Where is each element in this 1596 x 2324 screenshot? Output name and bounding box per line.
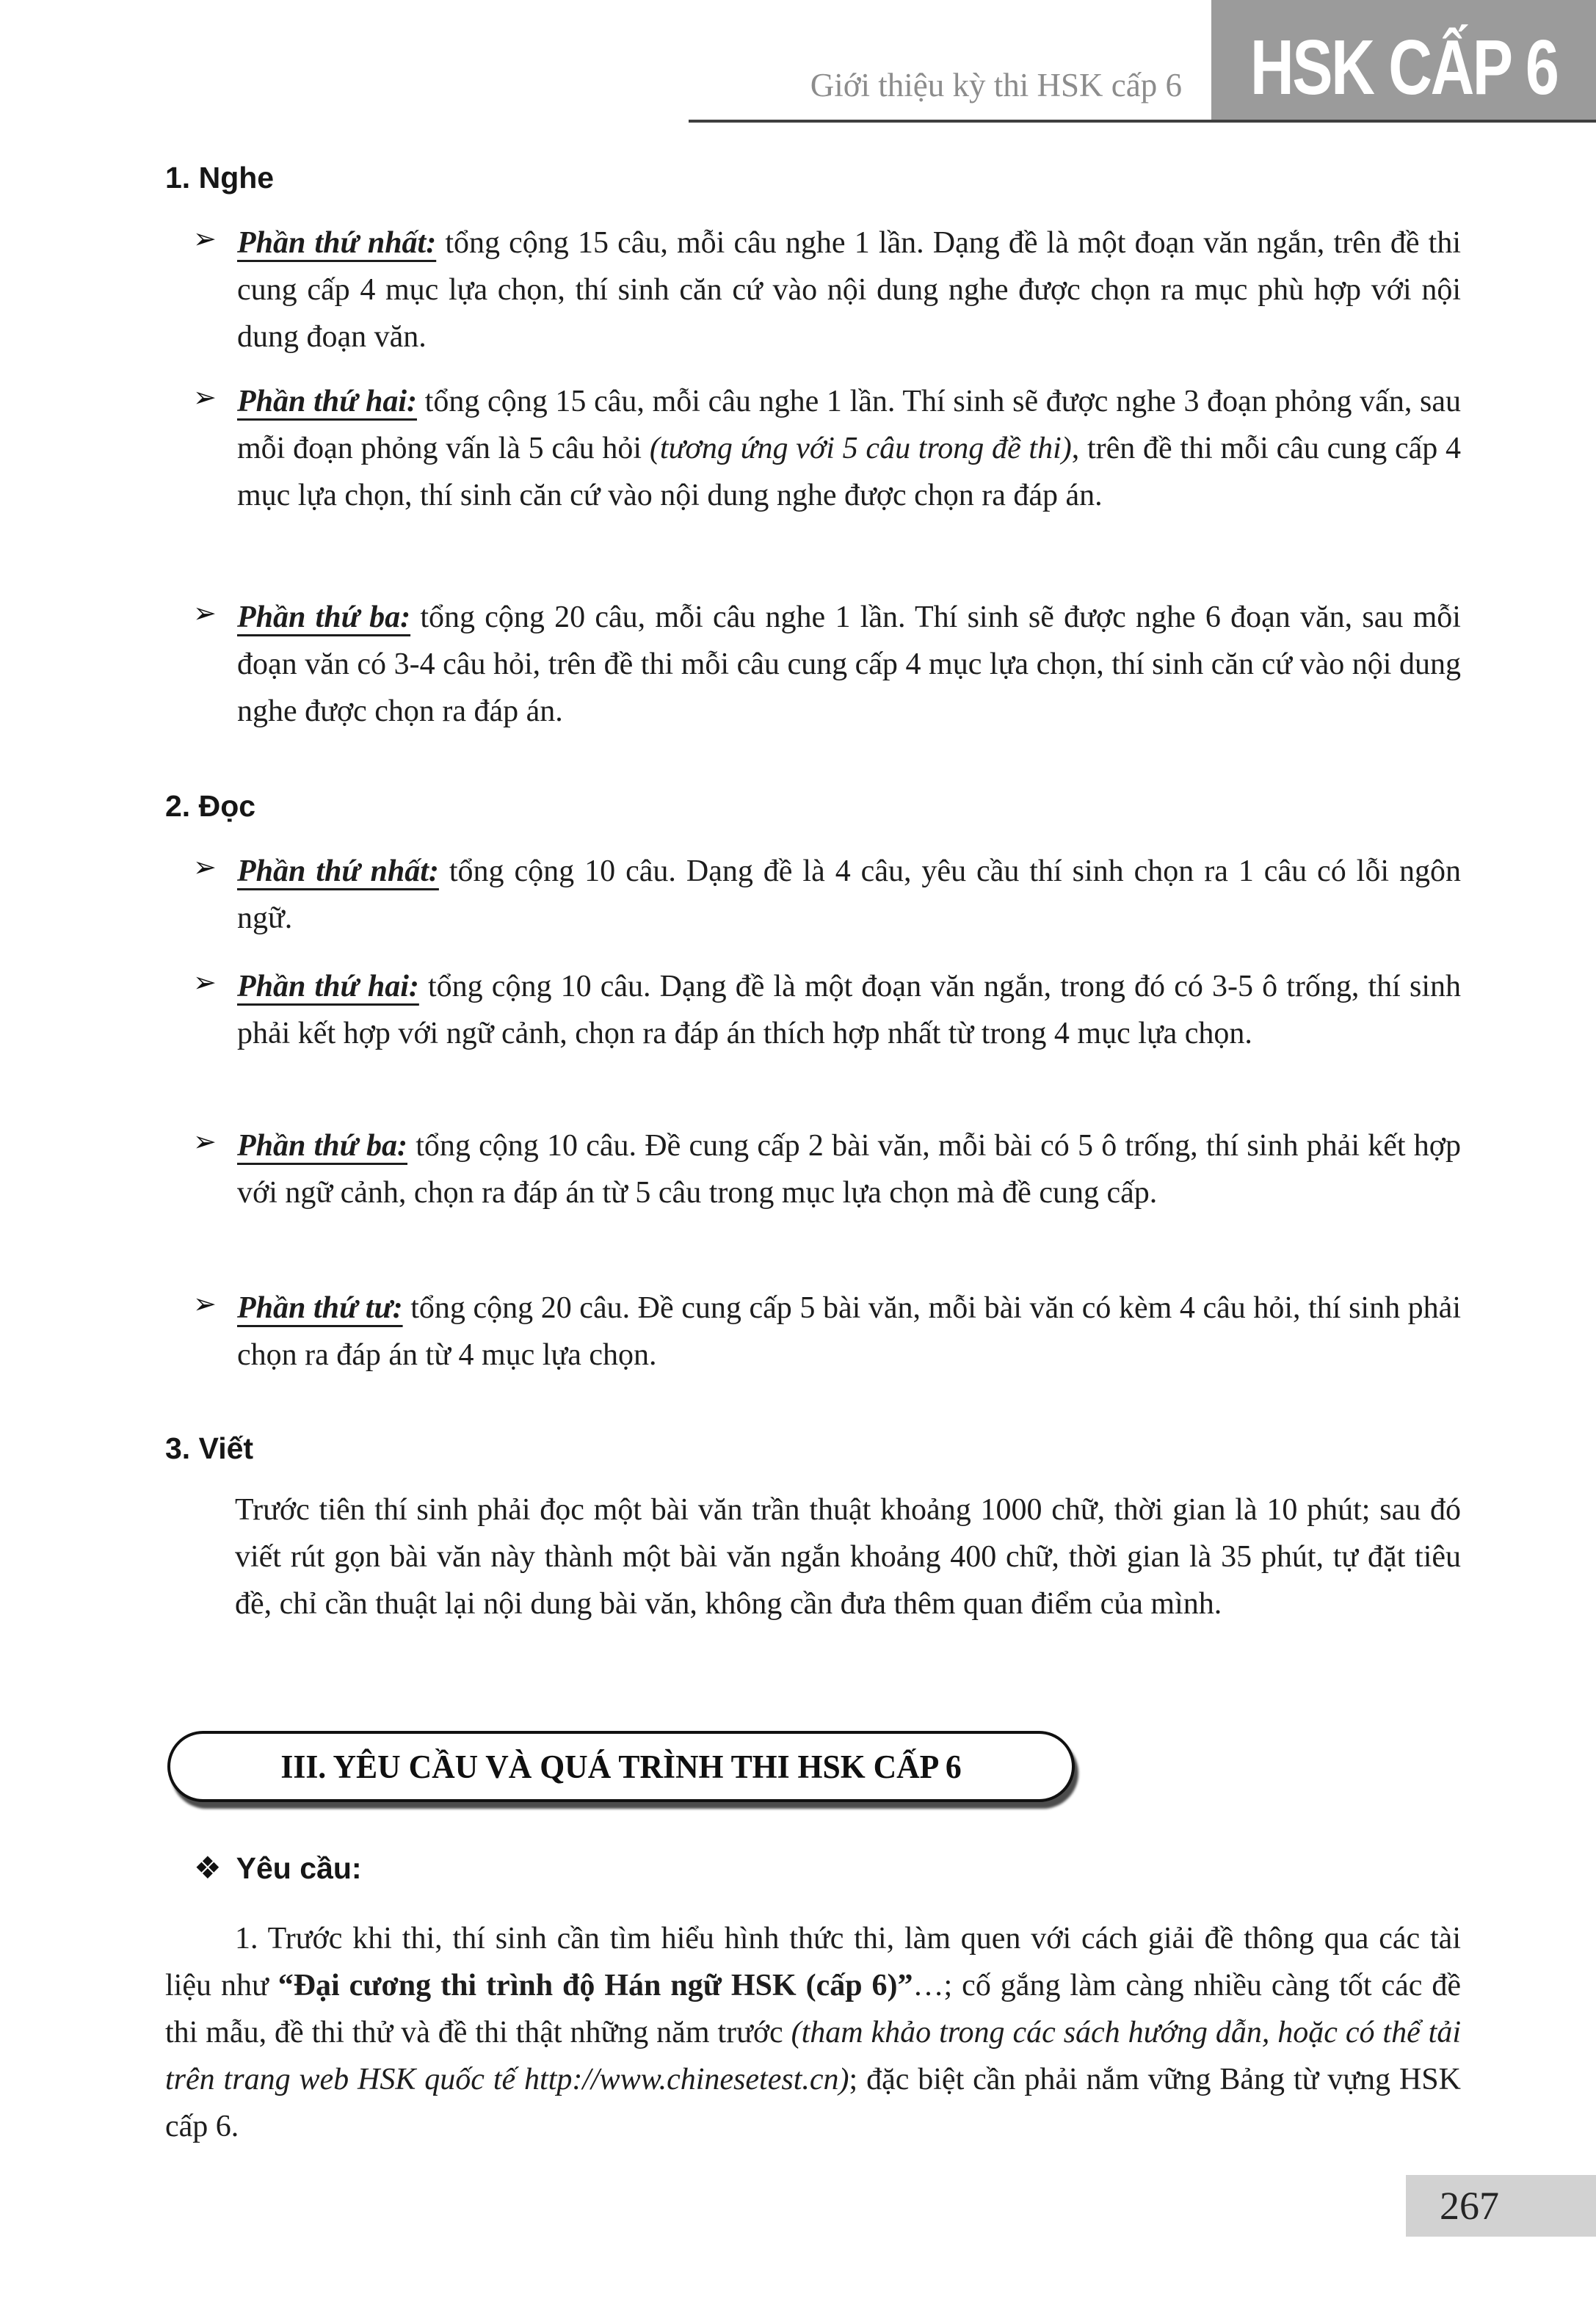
- list-item: [165, 1122, 1461, 1216]
- bullet-run-text: tổng cộng 20 câu, mỗi câu nghe 1 lần. Thí sinh sẽ được nghe 6 đoạn văn, sau mỗi đoạn văn có 3-4 câu hỏi, trên đề thi mỗi câu cung cấp 4 mục lựa chọn, thí sinh căn cứ vào nội dung nghe được chọn ra đáp án.: [237, 600, 1461, 728]
- arrow-bullet-icon: ➢: [193, 851, 217, 883]
- requirements-heading: Yêu cầu:: [236, 1851, 362, 1885]
- bullet-run-text: tổng cộng 10 câu. Dạng đề là một đoạn văn ngắn, trong đó có 3-5 ô trống, thí sinh phải kết hợp với ngữ cảnh, chọn ra đáp án thích hợp nhất từ trong 4 mục lựa chọn.: [237, 970, 1462, 1050]
- arrow-bullet-icon: ➢: [193, 966, 217, 998]
- arrow-bullet-icon: ➢: [193, 597, 217, 629]
- bullet-text: [237, 378, 1461, 519]
- arrow-bullet-icon: ➢: [193, 381, 217, 413]
- bullet-run-text: tổng cộng 10 câu. Dạng đề là 4 câu, yêu cầu thí sinh chọn ra 1 câu có lỗi ngôn ngữ.: [237, 854, 1461, 935]
- bullet-lead: Phần thứ ba:: [237, 1129, 408, 1163]
- bullet-lead: Phần thứ hai:: [237, 970, 419, 1003]
- arrow-bullet-icon: ➢: [193, 1288, 217, 1320]
- bullet-text: [237, 963, 1461, 1057]
- bullet-run-text: tổng cộng 10 câu. Đề cung cấp 2 bài văn, mỗi bài có 5 ô trống, thí sinh phải kết hợp với ngữ cảnh, chọn ra đáp án từ 5 câu trong mục lựa chọn mà đề cung cấp.: [237, 1129, 1461, 1210]
- header-context-title: Giới thiệu kỳ thi HSK cấp 6: [810, 67, 1182, 104]
- section-heading-writing: 3. Viết: [165, 1431, 254, 1465]
- bullet-lead: Phần thứ nhất:: [237, 226, 437, 260]
- bullet-text: [237, 1122, 1461, 1216]
- hsk-level-badge: [1211, 0, 1596, 120]
- list-item: [165, 219, 1461, 360]
- list-item: [165, 1285, 1461, 1379]
- requirements-paragraph: 1. Trước khi thi, thí sinh cần tìm hiểu hình thức thi, làm quen với cách giải đề thông qua các tài liệu như “Đại cương thi trình độ Hán ngữ HSK (cấp 6)”…; cố gắng làm càng nhiều càng tốt các đề thi mẫu, đề thi thử và đề thi thật những năm trước (tham khảo trong các sách hướng dẫn, hoặc có thể tải trên trang web HSK quốc tế http://www.chinesetest.cn); đặc biệt cần phải nắm vững Bảng từ vựng HSK cấp 6.: [165, 1922, 1461, 2143]
- bullet-text: [237, 219, 1461, 360]
- arrow-bullet-icon: ➢: [193, 222, 217, 255]
- hsk-level-badge-label: HSK CẤP 6: [1249, 24, 1558, 111]
- list-item: [165, 848, 1461, 942]
- section-banner: [167, 1731, 1075, 1802]
- diamond-bullet-icon: ❖: [194, 1850, 222, 1886]
- arrow-bullet-icon: ➢: [193, 1125, 217, 1158]
- bullet-text: [237, 848, 1461, 942]
- banner-title: III. YÊU CẦU VÀ QUÁ TRÌNH THI HSK CẤP 6: [280, 1748, 962, 1785]
- section-heading-listening: 1. Nghe: [165, 161, 275, 195]
- bullet-text: [237, 594, 1461, 735]
- page-number-box: [1406, 2175, 1596, 2237]
- list-item: [165, 594, 1461, 735]
- list-item: [165, 378, 1461, 519]
- bullet-text: [237, 1285, 1461, 1379]
- bullet-lead: Phần thứ ba:: [237, 600, 411, 634]
- writing-paragraph: Trước tiên thí sinh phải đọc một bài văn trần thuật khoảng 1000 chữ, thời gian là 10 phút; sau đó viết rút gọn bài văn này thành một bài văn ngắn khoảng 400 chữ, thời gian là 35 phút, tự đặt tiêu đề, chỉ cần thuật lại nội dung bài văn, không cần đưa thêm quan điểm của mình.: [235, 1493, 1461, 1621]
- section-heading-reading: 2. Đọc: [165, 789, 256, 823]
- requirements-heading-row: [165, 1850, 362, 1886]
- list-item: [165, 963, 1461, 1057]
- page-number: 267: [1440, 2184, 1499, 2228]
- bullet-lead: Phần thứ hai:: [237, 385, 417, 418]
- header-divider: [689, 120, 1596, 123]
- bullet-lead: Phần thứ nhất:: [237, 854, 439, 888]
- bullet-lead: Phần thứ tư:: [237, 1291, 403, 1325]
- bullet-run-text: tổng cộng 15 câu, mỗi câu nghe 1 lần. Dạng đề là một đoạn văn ngắn, trên đề thi cung cấp 4 mục lựa chọn, thí sinh căn cứ vào nội dung nghe được chọn ra mục phù hợp với nội dung đoạn văn.: [237, 226, 1461, 354]
- bullet-run-text: tổng cộng 20 câu. Đề cung cấp 5 bài văn, mỗi bài văn có kèm 4 câu hỏi, thí sinh phải chọn ra đáp án từ 4 mục lựa chọn.: [237, 1291, 1461, 1372]
- bullet-run-text: tổng cộng 15 câu, mỗi câu nghe 1 lần. Thí sinh sẽ được nghe 3 đoạn phỏng vấn, sau mỗi đoạn phỏng vấn là 5 câu hỏi (tương ứng với 5 câu trong đề thi), trên đề thi mỗi câu cung cấp 4 mục lựa chọn, thí sinh căn cứ vào nội dung nghe được chọn ra đáp án.: [237, 385, 1462, 512]
